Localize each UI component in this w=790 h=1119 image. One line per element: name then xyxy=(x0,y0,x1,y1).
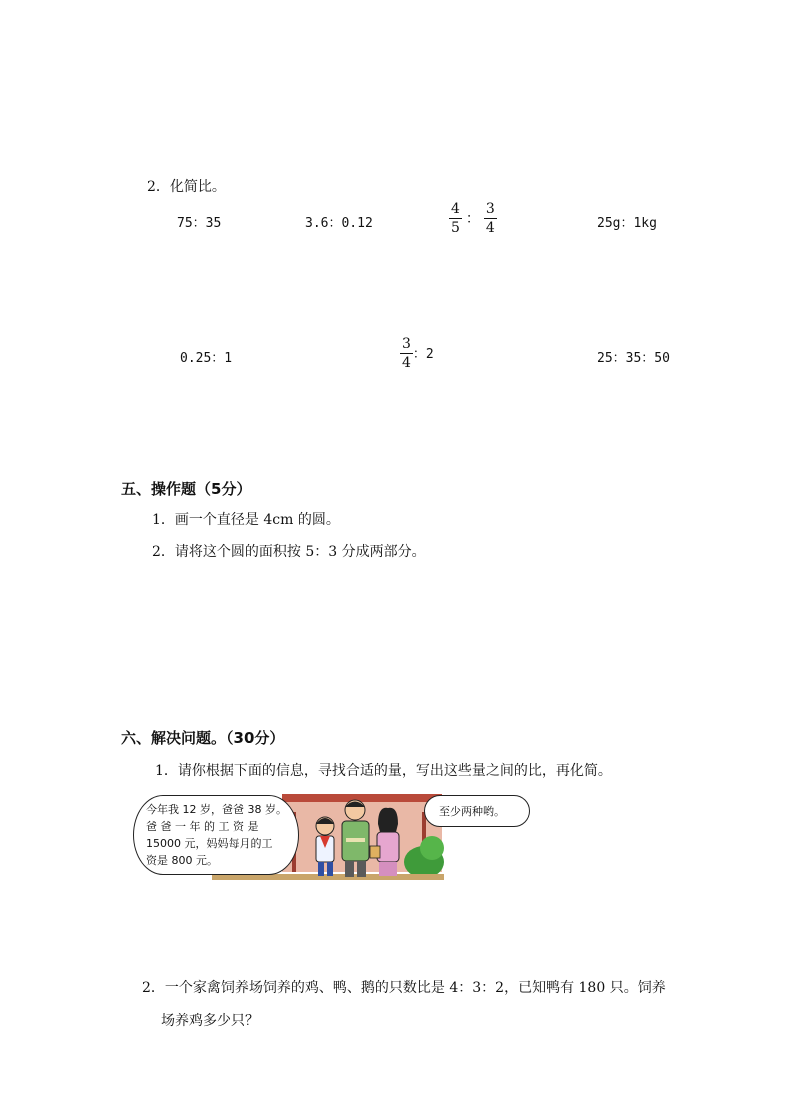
bush-2 xyxy=(420,836,444,860)
bubble-right-text: 至少两种哟。 xyxy=(439,805,505,818)
speech-bubble-left xyxy=(133,795,299,875)
ratio-0.25-1: 0.25：1 xyxy=(180,351,233,366)
father-sweater-stripe xyxy=(346,838,365,842)
section6-q2-line1: 2．一个家禽饲养场饲养的鸡、鸭、鹅的只数比是 4：3：2，已知鸭有 180 只。饲养 xyxy=(142,980,666,996)
bubble-line-2: 爸 爸 一 年 的 工 资 是 xyxy=(146,820,259,833)
building-roof xyxy=(282,794,442,802)
child-leg-2 xyxy=(327,862,333,876)
section6-q1: 1．请你根据下面的信息，寻找合适的量，写出这些量之间的比，再化简。 xyxy=(155,763,612,779)
q2-title: 2．化简比。 xyxy=(147,179,226,195)
ratio-75-35: 75：35 xyxy=(177,216,222,231)
ratio-25-35-50: 25：35：50 xyxy=(597,351,670,366)
ratio-colon: ： xyxy=(465,211,480,227)
bubble-line-1: 今年我 12 岁，爸爸 38 岁。 xyxy=(146,803,287,816)
mother-bag xyxy=(370,846,380,858)
section5-item-1: 1．画一个直径是 4cm 的圆。 xyxy=(152,512,340,528)
section5-item-2: 2．请将这个圆的面积按 5：3 分成两部分。 xyxy=(152,544,426,560)
ratio-rest: ：2 xyxy=(412,347,434,362)
fraction-3-4: $\frac{3}{4}$ xyxy=(485,201,495,236)
ratio-25g-1kg: 25g：1kg xyxy=(597,216,657,231)
bubble-line-3: 15000 元，妈妈每月的工 xyxy=(146,837,273,850)
section6-q2-line2: 场养鸡多少只？ xyxy=(161,1013,259,1029)
fraction-3-4b: $\frac{3}{4}$ xyxy=(402,336,411,371)
section5-heading: 五、操作题（5分） xyxy=(121,480,252,498)
section6-heading: 六、解决问题。（30分） xyxy=(121,729,285,747)
child-leg xyxy=(318,862,324,876)
mother-skirt xyxy=(379,862,397,876)
father-leg-2 xyxy=(357,861,366,877)
father-leg xyxy=(345,861,354,877)
ratio-fraction-pair xyxy=(449,202,497,235)
fraction-4-5: $\frac{4}{5}$ xyxy=(451,201,460,236)
ratio-fraction-2 xyxy=(400,337,434,370)
bubble-line-4: 资是 800 元。 xyxy=(146,854,218,867)
ratio-3.6-0.12: 3.6：0.12 xyxy=(305,216,373,231)
speech-bubble-right xyxy=(424,795,530,827)
